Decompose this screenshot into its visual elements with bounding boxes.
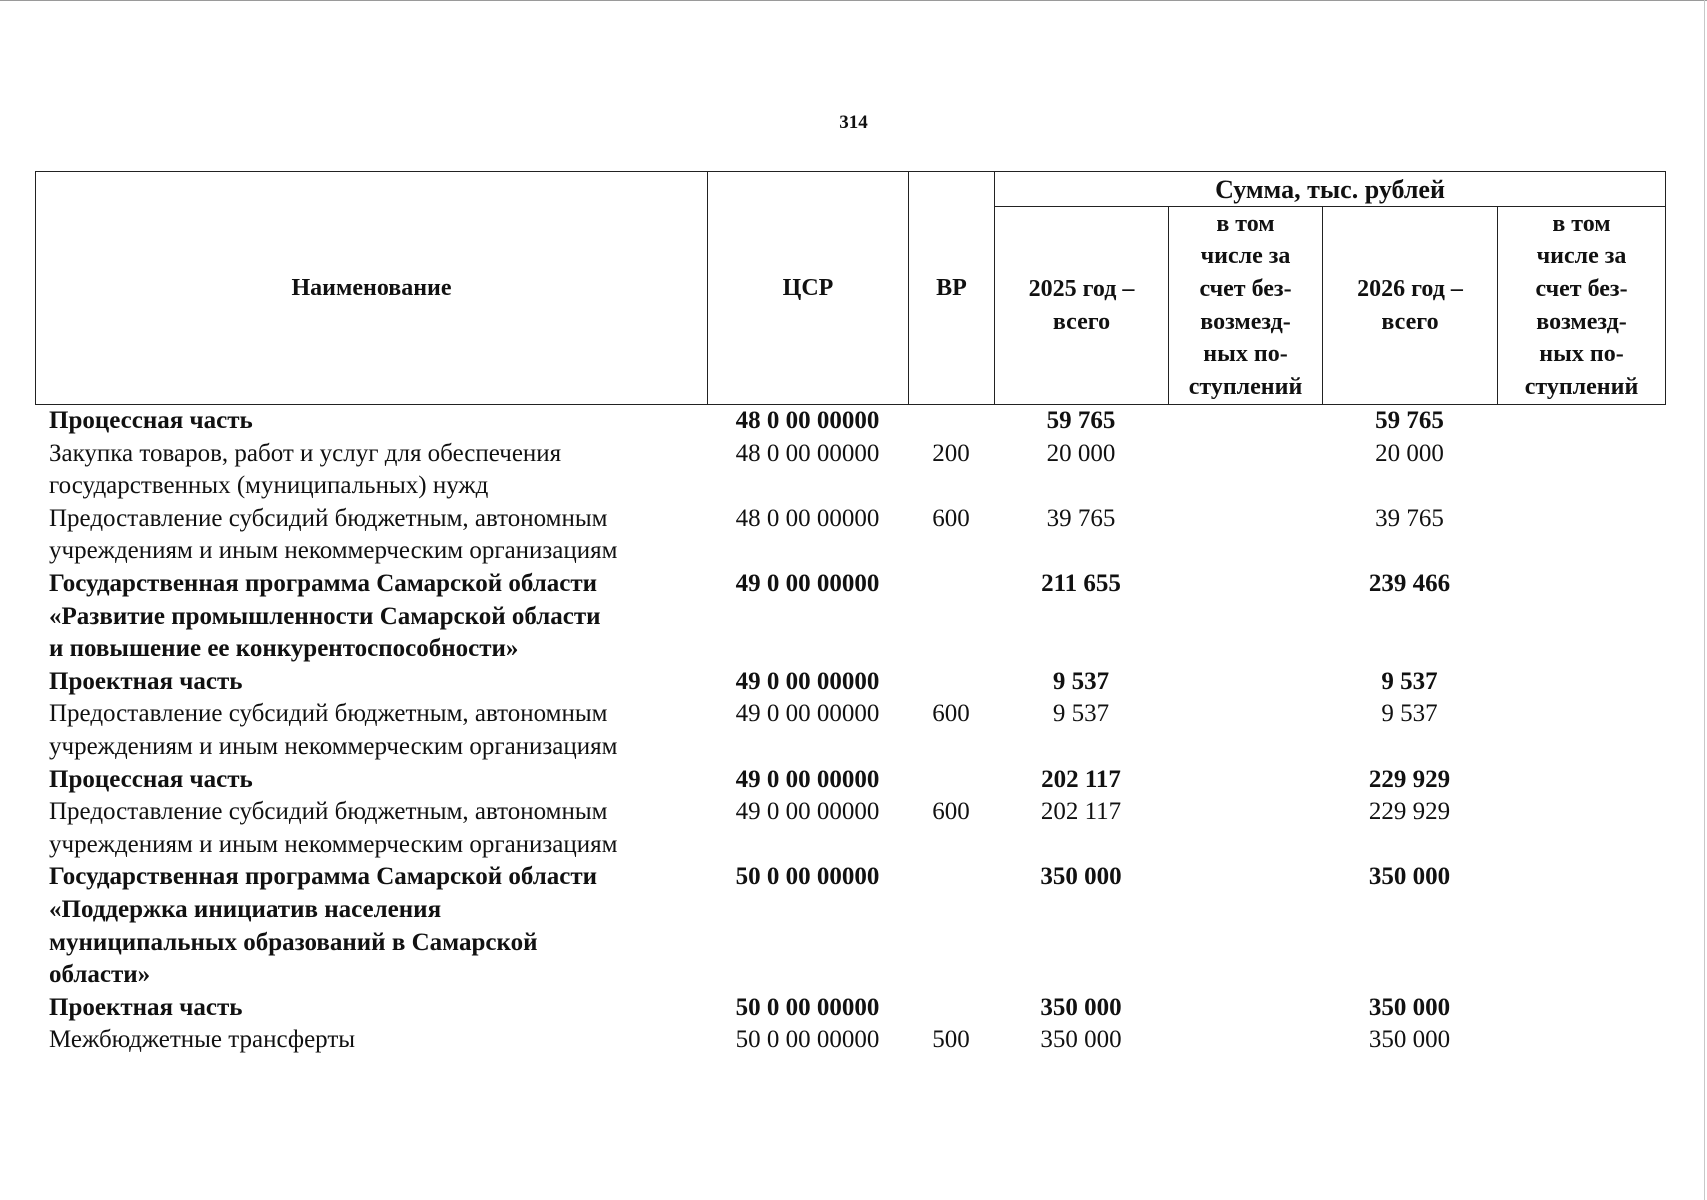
cell-csr: 48 0 00 00000 bbox=[735, 504, 880, 532]
cell-csr: 48 0 00 00000 bbox=[735, 439, 880, 467]
table-row bbox=[35, 503, 1665, 568]
header-line: счет без- bbox=[1199, 275, 1292, 302]
cell-name bbox=[35, 796, 707, 861]
table-row bbox=[35, 405, 1665, 438]
cell-name bbox=[35, 992, 707, 1025]
cell-2025-total: 350 000 bbox=[1040, 863, 1122, 891]
cell-csr: 50 0 00 00000 bbox=[735, 863, 880, 891]
cell-2026-total: 59 765 bbox=[1375, 407, 1444, 434]
table-row bbox=[35, 1024, 1665, 1057]
header-line: числе за bbox=[1200, 243, 1291, 270]
cell-name-line: учреждениям и иным некоммерческим организациям bbox=[49, 830, 618, 858]
table-row bbox=[35, 698, 1665, 763]
cell-csr: 49 0 00 00000 bbox=[735, 700, 880, 728]
cell-vr bbox=[908, 992, 994, 1025]
table-header bbox=[35, 171, 1666, 405]
cell-2025-incl-gratuitous bbox=[1168, 861, 1322, 991]
cell-2025-total: 211 655 bbox=[1041, 569, 1121, 597]
cell-name-line: «Поддержка инициатив населения bbox=[49, 895, 442, 923]
cell-name-line: государственных (муниципальных) нужд bbox=[49, 472, 489, 500]
cell-2026-incl-gratuitous bbox=[1497, 764, 1665, 797]
header-line: в том bbox=[1552, 210, 1611, 237]
cell-2026-incl-gratuitous bbox=[1497, 861, 1665, 991]
cell-name bbox=[35, 861, 707, 991]
cell-name-line: Государственная программа Самарской области bbox=[49, 569, 598, 597]
cell-vr bbox=[908, 764, 994, 797]
cell-2025-incl-gratuitous bbox=[1168, 992, 1322, 1025]
cell-vr: 200 bbox=[932, 439, 970, 467]
cell-2025-total: 9 537 bbox=[1052, 700, 1110, 728]
cell-2026-incl-gratuitous bbox=[1497, 992, 1665, 1025]
header-line: ных по- bbox=[1203, 341, 1288, 368]
table-row bbox=[35, 438, 1665, 503]
header-line: ступлений bbox=[1524, 373, 1639, 400]
cell-name-line: Предоставление субсидий бюджетным, автономным bbox=[49, 700, 608, 728]
cell-csr: 50 0 00 00000 bbox=[735, 1026, 880, 1054]
cell-name-line: муниципальных образований в Самарской bbox=[49, 928, 538, 956]
header-line: всего bbox=[1052, 308, 1111, 335]
cell-2026-total: 350 000 bbox=[1368, 993, 1451, 1021]
cell-name bbox=[35, 764, 707, 797]
cell-csr: 49 0 00 00000 bbox=[735, 798, 880, 826]
cell-2026-total: 239 466 bbox=[1368, 569, 1451, 597]
cell-name bbox=[35, 568, 707, 666]
cell-csr: 48 0 00 00000 bbox=[735, 407, 880, 434]
header-vr: ВР bbox=[909, 172, 995, 405]
header-2026-total bbox=[1323, 207, 1498, 405]
cell-2025-incl-gratuitous bbox=[1168, 438, 1322, 503]
cell-2025-incl-gratuitous bbox=[1168, 796, 1322, 861]
header-csr: ЦСР bbox=[708, 172, 909, 405]
cell-2025-incl-gratuitous bbox=[1168, 503, 1322, 568]
cell-name bbox=[35, 503, 707, 568]
cell-vr: 600 bbox=[932, 700, 970, 728]
cell-2026-total: 9 537 bbox=[1381, 700, 1438, 728]
header-line: числе за bbox=[1536, 243, 1627, 270]
cell-name-line: учреждениям и иным некоммерческим организациям bbox=[49, 732, 618, 760]
cell-2026-total: 350 000 bbox=[1368, 863, 1451, 891]
table-row bbox=[35, 796, 1665, 861]
cell-2025-total: 59 765 bbox=[1046, 407, 1116, 434]
scan-edge-right bbox=[1704, 0, 1706, 1200]
page-number: 314 bbox=[839, 112, 868, 133]
cell-vr bbox=[908, 861, 994, 991]
header-2026-incl-gratuitous bbox=[1498, 207, 1666, 405]
cell-csr: 49 0 00 00000 bbox=[735, 667, 880, 695]
cell-name-line: Государственная программа Самарской области bbox=[49, 863, 598, 891]
cell-2025-incl-gratuitous bbox=[1168, 698, 1322, 763]
cell-name bbox=[35, 438, 707, 503]
cell-vr: 600 bbox=[932, 504, 970, 532]
cell-name-line: Предоставление субсидий бюджетным, автономным bbox=[49, 504, 608, 532]
table-row bbox=[35, 764, 1665, 797]
cell-2026-incl-gratuitous bbox=[1497, 568, 1665, 666]
cell-name-line: учреждениям и иным некоммерческим организациям bbox=[49, 537, 618, 565]
cell-name-line: области» bbox=[49, 961, 151, 989]
header-line: ных по- bbox=[1539, 341, 1624, 368]
cell-2026-total: 229 929 bbox=[1368, 798, 1451, 826]
cell-2025-incl-gratuitous bbox=[1168, 568, 1322, 666]
cell-2025-total: 202 117 bbox=[1041, 765, 1121, 793]
cell-csr: 49 0 00 00000 bbox=[735, 569, 880, 597]
cell-name bbox=[35, 698, 707, 763]
cell-name bbox=[35, 1024, 707, 1057]
cell-2026-incl-gratuitous bbox=[1497, 698, 1665, 763]
cell-name-line: Закупка товаров, работ и услуг для обеспечения bbox=[49, 439, 562, 467]
cell-2026-total: 350 000 bbox=[1368, 1026, 1451, 1054]
cell-name bbox=[35, 405, 707, 438]
cell-2026-incl-gratuitous bbox=[1497, 438, 1665, 503]
cell-2025-total: 9 537 bbox=[1052, 667, 1110, 695]
table-row bbox=[35, 992, 1665, 1025]
cell-2025-total: 350 000 bbox=[1040, 993, 1122, 1021]
scan-edge-top bbox=[0, 0, 1707, 1]
header-line: всего bbox=[1381, 308, 1439, 335]
cell-vr bbox=[908, 666, 994, 699]
table-row bbox=[35, 861, 1665, 991]
cell-vr: 500 bbox=[932, 1026, 970, 1054]
cell-2025-incl-gratuitous bbox=[1168, 1024, 1322, 1057]
cell-vr bbox=[908, 405, 994, 438]
cell-name-line: Процессная часть bbox=[49, 765, 253, 793]
cell-2026-total: 229 929 bbox=[1368, 765, 1451, 793]
header-line: 2026 год – bbox=[1357, 275, 1463, 302]
cell-name bbox=[35, 666, 707, 699]
header-sum-group: Сумма, тыс. рублей bbox=[995, 172, 1666, 207]
cell-name-line: Проектная часть bbox=[49, 667, 243, 695]
cell-2025-total: 20 000 bbox=[1046, 439, 1116, 467]
cell-name-line: Предоставление субсидий бюджетным, автономным bbox=[49, 798, 608, 826]
cell-2026-total: 20 000 bbox=[1375, 439, 1444, 467]
cell-2025-incl-gratuitous bbox=[1168, 405, 1322, 438]
header-line: 2025 год – bbox=[1028, 275, 1135, 302]
cell-2026-incl-gratuitous bbox=[1497, 503, 1665, 568]
cell-2025-total: 350 000 bbox=[1040, 1026, 1122, 1054]
table-row bbox=[35, 666, 1665, 699]
cell-csr: 50 0 00 00000 bbox=[735, 993, 880, 1021]
cell-2025-total: 39 765 bbox=[1046, 504, 1116, 532]
cell-2026-incl-gratuitous bbox=[1497, 666, 1665, 699]
cell-2026-incl-gratuitous bbox=[1497, 796, 1665, 861]
cell-2026-total: 39 765 bbox=[1375, 504, 1444, 532]
header-name: Наименование bbox=[36, 172, 708, 405]
cell-vr: 600 bbox=[932, 798, 970, 826]
header-2025-total bbox=[995, 207, 1169, 405]
header-2025-incl-gratuitous bbox=[1169, 207, 1323, 405]
header-line: в том bbox=[1216, 210, 1275, 237]
cell-2026-incl-gratuitous bbox=[1497, 405, 1665, 438]
cell-2026-total: 9 537 bbox=[1381, 667, 1438, 695]
cell-2025-incl-gratuitous bbox=[1168, 666, 1322, 699]
header-line: ступлений bbox=[1188, 373, 1303, 400]
cell-name-line: «Развитие промышленности Самарской области bbox=[49, 602, 601, 630]
cell-2025-total: 202 117 bbox=[1040, 798, 1122, 826]
header-line: возмезд- bbox=[1200, 308, 1291, 335]
cell-2025-incl-gratuitous bbox=[1168, 764, 1322, 797]
cell-name-line: Проектная часть bbox=[49, 993, 243, 1021]
cell-name-line: Процессная часть bbox=[49, 407, 253, 434]
header-line: счет без- bbox=[1535, 275, 1628, 302]
table-body bbox=[35, 405, 1665, 1057]
cell-csr: 49 0 00 00000 bbox=[735, 765, 880, 793]
cell-name-line: и повышение ее конкурентоспособности» bbox=[49, 635, 519, 663]
cell-name-line: Межбюджетные трансферты bbox=[49, 1026, 356, 1054]
table-row bbox=[35, 568, 1665, 666]
cell-vr bbox=[908, 568, 994, 666]
cell-2026-incl-gratuitous bbox=[1497, 1024, 1665, 1057]
header-line: возмезд- bbox=[1536, 308, 1627, 335]
